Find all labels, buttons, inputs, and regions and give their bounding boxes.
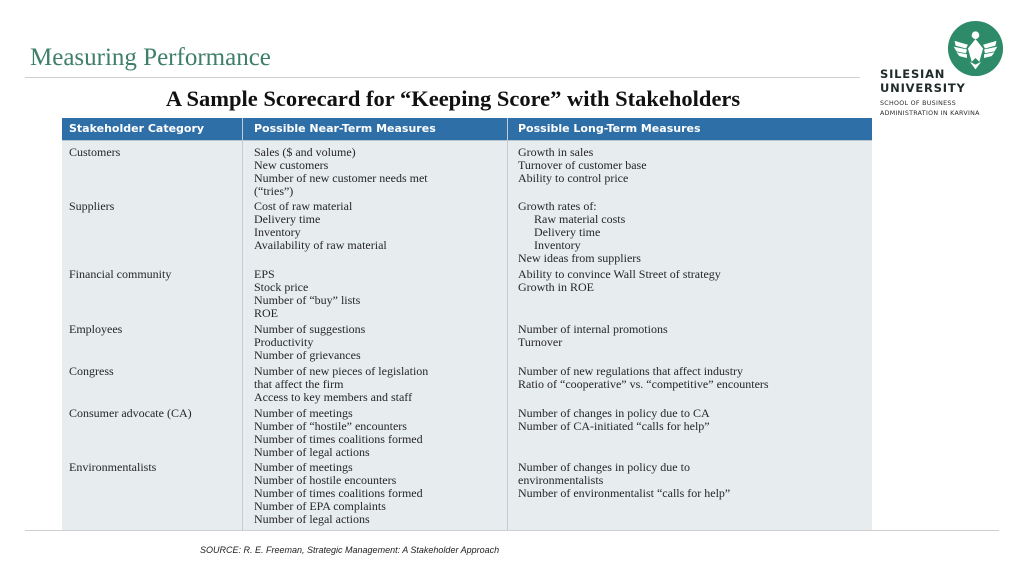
long-term-measures-cell [518, 365, 769, 391]
measure-line: Number of times coalitions formed [254, 486, 423, 500]
measure-line: Number of CA-initiated “calls for help” [518, 419, 710, 433]
near-term-measures-cell [254, 407, 423, 459]
measure-line: Number of internal promotions [518, 322, 668, 336]
stakeholder-category-cell: Financial community [69, 267, 172, 281]
measure-line: Delivery time [534, 225, 601, 239]
measure-line: Turnover [518, 335, 563, 349]
measure-line: Number of suggestions [254, 322, 366, 336]
header-stakeholder-category: Stakeholder Category [69, 122, 205, 135]
table-header [62, 118, 872, 141]
scorecard-heading: A Sample Scorecard for “Keeping Score” with Stakeholders [165, 86, 741, 111]
measure-line: that affect the firm [254, 377, 344, 391]
header-long-term-measures: Possible Long-Term Measures [518, 122, 701, 135]
measure-line: Number of legal actions [254, 445, 370, 459]
near-term-measures-cell [254, 268, 360, 320]
measure-line: Number of new regulations that affect industry [518, 364, 744, 378]
stakeholder-category-cell: Customers [69, 145, 121, 159]
measure-line: (“tries”) [254, 184, 294, 198]
scorecard-table [62, 118, 872, 530]
column-divider [507, 118, 508, 530]
title-divider [25, 77, 860, 78]
measure-line: Number of meetings [254, 406, 353, 420]
footer-divider [25, 530, 999, 531]
stakeholder-category-cell: Employees [69, 322, 123, 336]
near-term-measures-cell [254, 146, 428, 198]
near-term-measures-cell [254, 200, 387, 252]
measure-line: Delivery time [254, 212, 321, 226]
measure-line: Number of EPA complaints [254, 499, 386, 513]
measure-line: Turnover of customer base [518, 158, 647, 172]
measure-line: Inventory [254, 225, 301, 239]
measure-line: EPS [254, 267, 275, 281]
header-near-term-measures: Possible Near-Term Measures [254, 122, 436, 135]
long-term-measures-cell [518, 323, 668, 349]
stakeholder-category-cell: Suppliers [69, 199, 115, 213]
university-name: SILESIAN UNIVERSITY [880, 67, 966, 95]
measure-line: Productivity [254, 335, 314, 349]
near-term-measures-cell [254, 461, 423, 526]
source-citation: SOURCE: R. E. Freeman, Strategic Management: A Stakeholder Approach [200, 545, 500, 555]
measure-line: Cost of raw material [254, 199, 353, 213]
measure-line: Ability to control price [518, 171, 629, 185]
measure-line: Number of grievances [254, 348, 361, 362]
school-name: SCHOOL OF BUSINESS ADMINISTRATION IN KARVINA [880, 100, 980, 117]
measure-line: environmentalists [518, 473, 604, 487]
measure-line: Inventory [534, 238, 581, 252]
measure-line: Ratio of “cooperative” vs. “competitive” encounters [518, 377, 769, 391]
stakeholder-category-cell: Environmentalists [69, 460, 157, 474]
measure-line: Growth in ROE [518, 280, 594, 294]
measure-line: Number of changes in policy due to [518, 460, 690, 474]
measure-line: New customers [254, 158, 329, 172]
measure-line: Number of new customer needs met [254, 171, 428, 185]
near-term-measures-cell [254, 323, 365, 362]
long-term-measures-cell [518, 268, 721, 294]
measure-line: Number of “buy” lists [254, 293, 361, 307]
column-divider [242, 118, 243, 530]
measure-line: Number of meetings [254, 460, 353, 474]
slide-title: Measuring Performance [30, 44, 271, 71]
measure-line: Number of environmentalist “calls for help” [518, 486, 731, 500]
measure-line: Stock price [254, 280, 309, 294]
measure-line: Number of times coalitions formed [254, 432, 423, 446]
measure-line: Number of new pieces of legislation [254, 364, 429, 378]
measure-line: Growth rates of: [518, 199, 597, 213]
stakeholder-category-cell: Congress [69, 364, 114, 378]
near-term-measures-cell [254, 365, 428, 404]
measure-line: Growth in sales [518, 145, 594, 159]
measure-line: ROE [254, 306, 278, 320]
measure-line: Number of hostile encounters [254, 473, 397, 487]
measure-line: Ability to convince Wall Street of strategy [518, 267, 721, 281]
measure-line: New ideas from suppliers [518, 251, 641, 265]
long-term-measures-cell [518, 461, 730, 500]
measure-line: Number of legal actions [254, 512, 370, 526]
long-term-measures-cell [518, 407, 710, 433]
long-term-measures-cell [518, 146, 647, 185]
measure-line: Availability of raw material [254, 238, 387, 252]
measure-line: Sales ($ and volume) [254, 145, 356, 159]
long-term-measures-cell [518, 200, 641, 265]
stakeholder-category-cell: Consumer advocate (CA) [69, 406, 192, 420]
measure-line: Access to key members and staff [254, 390, 413, 404]
measure-line: Number of “hostile” encounters [254, 419, 407, 433]
measure-line: Raw material costs [534, 212, 626, 226]
measure-line: Number of changes in policy due to CA [518, 406, 710, 420]
